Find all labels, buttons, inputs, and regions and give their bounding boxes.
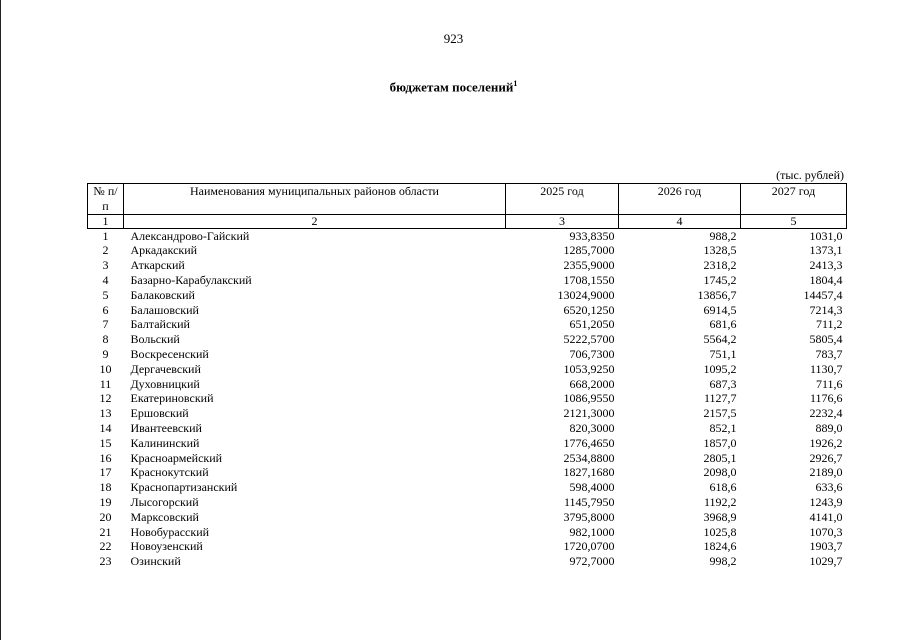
value-2027: 5805,4 bbox=[809, 332, 843, 347]
table-row bbox=[88, 273, 847, 288]
row-number: 23 bbox=[99, 554, 112, 569]
table-row bbox=[88, 243, 847, 258]
value-2026: 2157,5 bbox=[703, 406, 737, 421]
value-2025: 668,2000 bbox=[569, 376, 615, 391]
value-2027: 2926,7 bbox=[809, 450, 843, 465]
district-name: Балаковский bbox=[130, 287, 195, 302]
header-year-2025: 2025 год bbox=[506, 184, 619, 215]
table-row bbox=[88, 303, 847, 318]
value-2025: 1145,7950 bbox=[563, 494, 615, 509]
district-name: Марксовский bbox=[130, 509, 199, 524]
table-row bbox=[88, 377, 847, 392]
row-number: 6 bbox=[102, 302, 109, 317]
value-2025: 972,7000 bbox=[569, 554, 615, 569]
value-2026: 1824,6 bbox=[703, 539, 737, 554]
value-2025: 2534,8800 bbox=[563, 450, 615, 465]
district-name: Краснопартизанский bbox=[130, 480, 238, 495]
value-2025: 820,3000 bbox=[569, 420, 615, 435]
table-row bbox=[88, 421, 847, 436]
row-number: 2 bbox=[102, 243, 109, 258]
row-number: 4 bbox=[102, 272, 109, 287]
district-name: Балашовский bbox=[130, 302, 199, 317]
column-number: 5 bbox=[741, 214, 847, 228]
row-number: 8 bbox=[102, 332, 109, 347]
value-2027: 711,2 bbox=[815, 317, 843, 332]
row-number: 13 bbox=[99, 406, 112, 421]
value-2025: 933,8350 bbox=[569, 228, 615, 243]
value-2026: 1745,2 bbox=[703, 272, 737, 287]
value-2025: 598,4000 bbox=[569, 480, 615, 495]
page-number: 923 bbox=[443, 31, 464, 46]
district-name: Дергачевский bbox=[130, 361, 201, 376]
table-row bbox=[88, 495, 847, 510]
table-row bbox=[88, 451, 847, 466]
row-number: 11 bbox=[99, 376, 112, 391]
column-number: 2 bbox=[124, 214, 506, 228]
row-number: 19 bbox=[99, 494, 112, 509]
district-name: Новоузенский bbox=[130, 539, 203, 554]
value-2025: 1285,7000 bbox=[563, 243, 615, 258]
table-row bbox=[88, 406, 847, 421]
row-number: 21 bbox=[99, 524, 112, 539]
value-2027: 2189,0 bbox=[809, 465, 843, 480]
district-name: Ивантеевский bbox=[130, 420, 202, 435]
district-name: Вольский bbox=[130, 332, 180, 347]
value-2025: 2121,3000 bbox=[563, 406, 615, 421]
value-2027: 7214,3 bbox=[809, 302, 843, 317]
table-row bbox=[88, 391, 847, 406]
value-2025: 706,7300 bbox=[569, 346, 615, 361]
value-2027: 1029,7 bbox=[809, 554, 843, 569]
value-2027: 1243,9 bbox=[809, 494, 843, 509]
row-number: 22 bbox=[99, 539, 112, 554]
value-2027: 4141,0 bbox=[809, 509, 843, 524]
district-name: Красноармейский bbox=[130, 450, 223, 465]
row-number: 15 bbox=[99, 435, 112, 450]
row-number: 1 bbox=[102, 228, 109, 243]
table-row bbox=[88, 480, 847, 495]
district-name: Екатериновский bbox=[130, 391, 214, 406]
value-2026: 998,2 bbox=[709, 554, 737, 569]
value-2025: 5222,5700 bbox=[563, 332, 615, 347]
value-2027: 783,7 bbox=[815, 346, 843, 361]
table-body bbox=[88, 228, 847, 569]
table-row bbox=[88, 258, 847, 273]
value-2025: 1720,0700 bbox=[563, 539, 615, 554]
value-2025: 1708,1550 bbox=[563, 272, 615, 287]
value-2026: 3968,9 bbox=[703, 509, 737, 524]
value-2026: 1127,7 bbox=[703, 391, 737, 406]
value-2026: 687,3 bbox=[709, 376, 737, 391]
value-2026: 988,2 bbox=[709, 228, 737, 243]
value-2025: 1776,4650 bbox=[563, 435, 615, 450]
header-year-2026: 2026 год bbox=[619, 184, 741, 215]
value-2025: 3795,8000 bbox=[563, 509, 615, 524]
district-name: Аркадакский bbox=[130, 243, 198, 258]
value-2025: 982,1000 bbox=[569, 524, 615, 539]
district-name: Калининский bbox=[130, 435, 200, 450]
district-name: Лысогорский bbox=[130, 494, 199, 509]
value-2027: 1130,7 bbox=[809, 361, 843, 376]
row-number: 14 bbox=[99, 420, 112, 435]
table-row bbox=[88, 525, 847, 540]
title-footnote-marker: 1 bbox=[513, 79, 518, 88]
value-2026: 1328,5 bbox=[703, 243, 737, 258]
value-2025: 2355,9000 bbox=[563, 258, 615, 273]
row-number: 5 bbox=[102, 287, 109, 302]
value-2027: 14457,4 bbox=[803, 287, 843, 302]
table-row bbox=[88, 510, 847, 525]
value-2027: 1176,6 bbox=[809, 391, 843, 406]
value-2025: 13024,9000 bbox=[557, 287, 615, 302]
row-number: 18 bbox=[99, 480, 112, 495]
header-row bbox=[88, 184, 847, 215]
column-number: 3 bbox=[506, 214, 619, 228]
value-2027: 1373,1 bbox=[809, 243, 843, 258]
row-number: 10 bbox=[99, 361, 112, 376]
value-2026: 2318,2 bbox=[703, 258, 737, 273]
value-2027: 1031,0 bbox=[809, 228, 843, 243]
value-2025: 1827,1680 bbox=[563, 465, 615, 480]
table-row bbox=[88, 288, 847, 303]
value-2026: 13856,7 bbox=[697, 287, 737, 302]
district-name: Базарно-Карабулакский bbox=[130, 272, 252, 287]
column-number: 1 bbox=[88, 214, 124, 228]
value-2025: 1086,9550 bbox=[563, 391, 615, 406]
value-2027: 1926,2 bbox=[809, 435, 843, 450]
value-2026: 852,1 bbox=[709, 420, 737, 435]
value-2027: 889,0 bbox=[815, 420, 843, 435]
value-2026: 618,6 bbox=[709, 480, 737, 495]
table-row bbox=[88, 347, 847, 362]
budget-table bbox=[87, 183, 847, 569]
value-2027: 1903,7 bbox=[809, 539, 843, 554]
district-name: Воскресенский bbox=[130, 346, 209, 361]
district-name: Аткарский bbox=[130, 258, 185, 273]
row-number: 3 bbox=[102, 258, 109, 273]
header-district-name: Наименования муниципальных районов области bbox=[124, 184, 506, 215]
value-2026: 1025,8 bbox=[703, 524, 737, 539]
district-name: Александрово-Гайский bbox=[130, 228, 250, 243]
value-2026: 5564,2 bbox=[703, 332, 737, 347]
value-2025: 651,2050 bbox=[569, 317, 615, 332]
row-number: 17 bbox=[99, 465, 112, 480]
table-row bbox=[88, 317, 847, 332]
value-2025: 6520,1250 bbox=[563, 302, 615, 317]
value-2026: 1857,0 bbox=[703, 435, 737, 450]
column-number: 4 bbox=[619, 214, 741, 228]
value-2026: 6914,5 bbox=[703, 302, 737, 317]
row-number: 9 bbox=[102, 346, 109, 361]
table-row bbox=[88, 465, 847, 480]
value-2026: 1095,2 bbox=[703, 361, 737, 376]
table-row bbox=[88, 332, 847, 347]
district-name: Духовницкий bbox=[130, 376, 200, 391]
table-row bbox=[88, 554, 847, 569]
row-number: 12 bbox=[99, 391, 112, 406]
value-2027: 2413,3 bbox=[809, 258, 843, 273]
column-number-row bbox=[88, 214, 847, 228]
district-name: Балтайский bbox=[130, 317, 190, 332]
value-2027: 711,6 bbox=[815, 376, 843, 391]
header-year-2027: 2027 год bbox=[741, 184, 847, 215]
value-2026: 2098,0 bbox=[703, 465, 737, 480]
header-number: № п/п bbox=[88, 184, 124, 215]
value-2026: 2805,1 bbox=[703, 450, 737, 465]
table-row bbox=[88, 228, 847, 243]
row-number: 7 bbox=[102, 317, 109, 332]
value-2025: 1053,9250 bbox=[563, 361, 615, 376]
value-2026: 1192,2 bbox=[703, 494, 737, 509]
title-text: бюджетам поселений bbox=[389, 79, 514, 95]
district-name: Ершовский bbox=[130, 406, 189, 421]
table-row bbox=[88, 436, 847, 451]
district-name: Озинский bbox=[130, 554, 181, 569]
value-2026: 751,1 bbox=[709, 346, 737, 361]
value-2027: 1804,4 bbox=[809, 272, 843, 287]
value-2026: 681,6 bbox=[709, 317, 737, 332]
value-2027: 633,6 bbox=[815, 480, 843, 495]
value-2027: 1070,3 bbox=[809, 524, 843, 539]
table-row bbox=[88, 539, 847, 554]
table-row bbox=[88, 362, 847, 377]
row-number: 20 bbox=[99, 509, 112, 524]
page-title bbox=[1, 79, 905, 95]
row-number: 16 bbox=[99, 450, 112, 465]
district-name: Новобурасский bbox=[130, 524, 210, 539]
value-2027: 2232,4 bbox=[809, 406, 843, 421]
units-label: (тыс. рублей) bbox=[776, 168, 844, 182]
district-name: Краснокутский bbox=[130, 465, 209, 480]
